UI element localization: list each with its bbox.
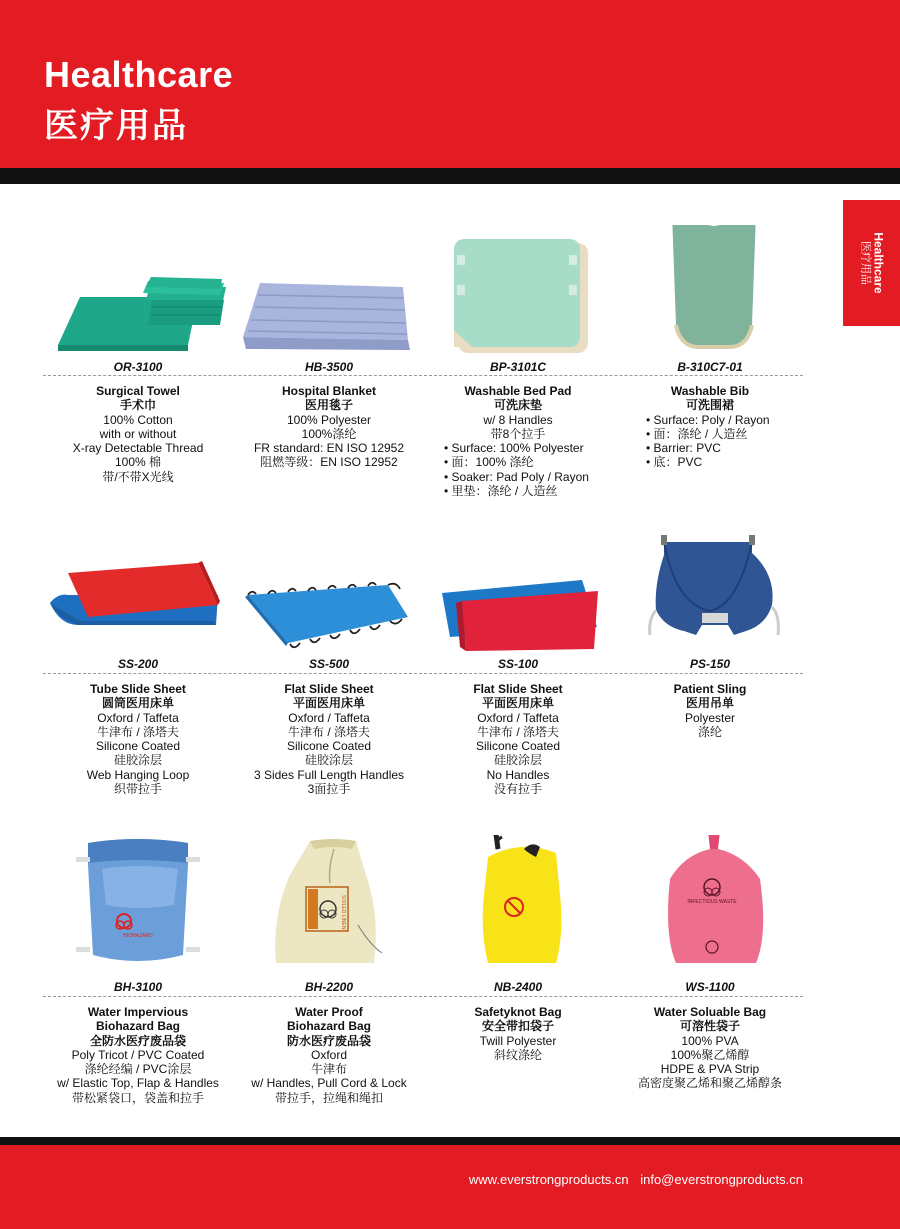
- product-spec: Oxford: [310, 1047, 347, 1062]
- product-code: SS-100: [497, 657, 539, 671]
- product-name: Washable Bed Pad: [464, 384, 572, 398]
- product-spec: • 面：100% 涤纶: [444, 455, 534, 470]
- page-title-chinese: 医疗用品: [44, 106, 188, 146]
- website-link[interactable]: www.everstrongproducts.cn: [468, 1172, 629, 1187]
- product-name: Water Soluable Bag: [653, 1005, 767, 1019]
- product-spec: 带松紧袋口，袋盖和拉手: [71, 1090, 204, 1105]
- product-code: BH-2200: [304, 980, 354, 994]
- product-spec: Oxford / Taffeta: [97, 710, 179, 725]
- product-spec: 3面拉手: [307, 782, 351, 797]
- product-spec: 织带拉手: [113, 782, 162, 797]
- product-spec: • Soaker: Pad Poly / Rayon: [444, 469, 589, 484]
- product-spec: 100% Cotton: [103, 412, 173, 427]
- product-spec: • Surface: Poly / Rayon: [646, 412, 770, 427]
- product-code: SS-500: [308, 657, 350, 671]
- product-spec: 100% Polyester: [286, 412, 372, 427]
- product-code: WS-1100: [685, 980, 735, 994]
- product-spec: • 底：PVC: [646, 455, 703, 470]
- product-code: SS-200: [117, 657, 159, 671]
- hospital-blanket-image: [238, 225, 418, 355]
- washable-bed-pad-image: [432, 225, 612, 355]
- product-spec: 硅胶涂层: [493, 753, 542, 768]
- product-spec: 高密度聚乙烯和聚乙烯醇条: [637, 1076, 782, 1091]
- side-tab-label-en: Healthcare: [871, 232, 886, 294]
- product-name-zh: 医用毯子: [304, 398, 353, 413]
- product-code: B-310C7-01: [677, 360, 743, 374]
- product-name-zh: 可洗围裙: [685, 398, 734, 413]
- product-spec: Silicone Coated: [475, 739, 561, 754]
- product-description: [614, 1005, 806, 1091]
- product-name: Safetyknot Bag: [474, 1005, 562, 1019]
- product-name: Flat Slide Sheet: [473, 682, 563, 696]
- product-name-zh: 可溶性袋子: [679, 1019, 740, 1034]
- product-name: Surgical Towel: [96, 384, 180, 398]
- product-name-zh: 安全带扣袋子: [481, 1019, 554, 1034]
- product-description: [42, 682, 234, 796]
- product-spec: • Barrier: PVC: [646, 441, 721, 456]
- product-spec: w/ 8 Handles: [483, 412, 553, 427]
- product-spec: • Surface: 100% Polyester: [444, 441, 584, 456]
- product-name: Flat Slide Sheet: [284, 682, 374, 696]
- row-divider: [43, 375, 803, 376]
- section-side-tab: [843, 200, 900, 326]
- product-spec: 3 Sides Full Length Handles: [253, 767, 405, 782]
- product-code: BP-3101C: [489, 360, 547, 374]
- product-code: NB-2400: [493, 980, 543, 994]
- product-description: [422, 682, 614, 796]
- product-name-zh: 平面医用床单: [481, 696, 554, 711]
- product-name: Water Proof: [295, 1005, 363, 1019]
- water-proof-biohazard-bag-image: [238, 835, 418, 965]
- product-spec: 涤纶经编 / PVC涂层: [84, 1062, 192, 1077]
- product-spec: 牛津布 / 涤塔夫: [476, 724, 559, 739]
- safetyknot-bag-image: [432, 835, 612, 965]
- flat-slide-sheet-handles-image: [238, 525, 418, 655]
- product-spec: 牛津布 / 涤塔夫: [287, 724, 370, 739]
- product-spec: Twill Polyester: [479, 1033, 557, 1048]
- product-name-zh: 手术巾: [119, 398, 156, 413]
- product-spec: 没有拉手: [493, 782, 542, 797]
- product-name: Biohazard Bag: [95, 1019, 180, 1034]
- product-spec: 牛津布 / 涤塔夫: [96, 724, 179, 739]
- product-spec: 硅胶涂层: [113, 753, 162, 768]
- product-description: [422, 384, 614, 498]
- product-code: HB-3500: [304, 360, 354, 374]
- product-spec: 牛津布: [310, 1062, 347, 1077]
- product-spec: 斜纹涤纶: [493, 1047, 542, 1062]
- product-description: [42, 1005, 234, 1105]
- product-spec: Oxford / Taffeta: [288, 710, 370, 725]
- product-code: PS-150: [689, 657, 731, 671]
- product-name: Biohazard Bag: [286, 1019, 371, 1034]
- product-spec: Web Hanging Loop: [86, 767, 190, 782]
- product-name: Washable Bib: [670, 384, 750, 398]
- product-spec: No Handles: [486, 767, 550, 782]
- email-link[interactable]: info@everstrongproducts.cn: [640, 1172, 803, 1187]
- product-spec: 硅胶涂层: [304, 753, 353, 768]
- product-description: [233, 682, 425, 796]
- product-name-zh: 平面医用床单: [292, 696, 365, 711]
- footer-banner: [0, 1145, 900, 1229]
- product-spec: • 里垫：涤纶 / 人造丝: [444, 484, 558, 499]
- product-spec: 100% 棉: [114, 455, 162, 470]
- side-tab-label: [859, 232, 884, 293]
- product-spec: 带8个拉手: [490, 426, 546, 441]
- product-spec: 100%聚乙烯醇: [670, 1047, 750, 1062]
- product-spec: • 面：涤纶 / 人造丝: [646, 426, 748, 441]
- product-name: Water Impervious: [87, 1005, 189, 1019]
- side-tab-label-zh: 医疗用品: [858, 241, 872, 285]
- row-divider: [43, 673, 803, 674]
- product-description: [233, 384, 425, 470]
- product-name-zh: 医用吊单: [685, 696, 734, 711]
- product-name: Hospital Blanket: [281, 384, 377, 398]
- tube-slide-sheet-image: [48, 525, 228, 655]
- product-name-zh: 全防水医疗废品袋: [89, 1033, 186, 1048]
- product-spec: Silicone Coated: [95, 739, 181, 754]
- product-code: BH-3100: [113, 980, 163, 994]
- product-name-zh: 圆筒医用床单: [101, 696, 174, 711]
- water-soluble-bag-image: [624, 835, 804, 965]
- washable-bib-image: [624, 225, 804, 355]
- product-name-zh: 可洗床垫: [493, 398, 542, 413]
- product-spec: 涤纶: [697, 724, 722, 739]
- biohazard-label: BIOHAZARD: [123, 933, 153, 939]
- product-spec: Poly Tricot / PVC Coated: [71, 1047, 205, 1062]
- product-spec: w/ Handles, Pull Cord & Lock: [251, 1076, 407, 1091]
- product-spec: Silicone Coated: [286, 739, 372, 754]
- product-spec: w/ Elastic Top, Flap & Handles: [57, 1076, 219, 1091]
- product-name: Tube Slide Sheet: [90, 682, 186, 696]
- page-title: Healthcare: [44, 54, 234, 95]
- product-spec: Polyester: [684, 710, 736, 725]
- product-spec: 阻燃等级：EN ISO 12952: [260, 455, 398, 470]
- infectious-waste-label: INFECTIOUS WASTE: [687, 899, 737, 905]
- surgical-towel-image: [48, 225, 228, 355]
- product-name-zh: 防水医疗废品袋: [286, 1033, 371, 1048]
- header-divider: [0, 168, 900, 184]
- product-description: [42, 384, 234, 484]
- product-spec: HDPE & PVA Strip: [660, 1062, 760, 1077]
- product-name: Patient Sling: [673, 682, 747, 696]
- product-code: OR-3100: [113, 360, 163, 374]
- product-spec: with or without: [99, 426, 177, 441]
- footer-divider: [0, 1137, 900, 1145]
- product-description: [614, 682, 806, 739]
- product-spec: 100%涤纶: [301, 426, 357, 441]
- product-spec: 带拉手，拉绳和绳扣: [274, 1090, 383, 1105]
- soiled-linen-label: SOILED LINEN: [340, 895, 346, 930]
- product-spec: FR standard: EN ISO 12952: [253, 441, 405, 456]
- flat-slide-sheet-image: [432, 525, 612, 655]
- product-description: [614, 384, 806, 470]
- patient-sling-image: [624, 525, 804, 655]
- product-description: [422, 1005, 614, 1062]
- product-description: [233, 1005, 425, 1105]
- product-spec: Oxford / Taffeta: [477, 710, 559, 725]
- product-spec: X-ray Detectable Thread: [72, 441, 204, 456]
- footer-contact: [469, 1172, 803, 1187]
- row-divider: [43, 996, 803, 997]
- product-spec: 100% PVA: [681, 1033, 739, 1048]
- product-spec: 带/不带X光线: [102, 469, 174, 484]
- water-impervious-biohazard-bag-image: [48, 835, 228, 965]
